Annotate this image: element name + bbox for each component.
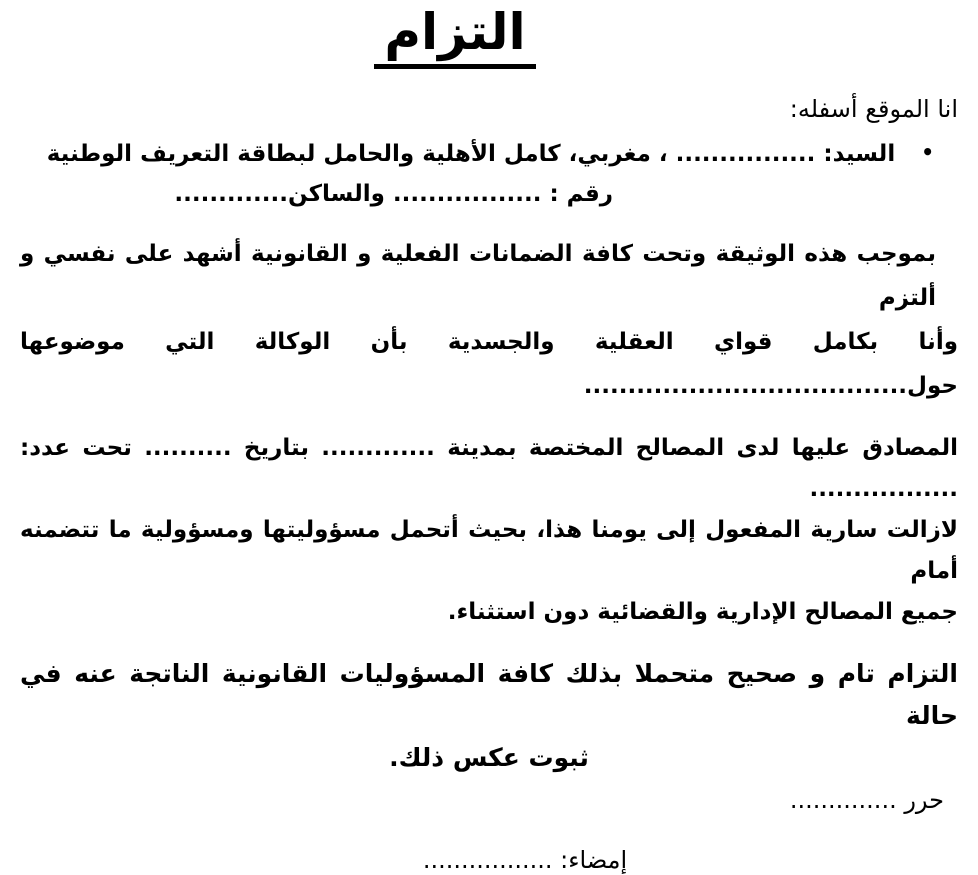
title-container bbox=[20, 4, 958, 84]
certification-line-1: المصادق عليها لدى المصالح المختصة بمدينة ............. بتاريخ .......... تحت عدد: ................. bbox=[20, 435, 958, 502]
intro-line: انا الموقع أسفله: bbox=[789, 95, 958, 123]
document-title: التزام bbox=[374, 4, 535, 69]
closing-line-1: التزام تام و صحيح متحملا بذلك كافة المسؤوليات القانونية الناتجة عنه في حالة bbox=[20, 659, 958, 730]
certification-paragraph bbox=[20, 428, 958, 633]
closing-paragraph bbox=[20, 653, 958, 779]
certification-line-3: جميع المصالح الإدارية والقضائية دون استثناء. bbox=[447, 599, 958, 625]
party-name-line: السيد: ................ ، مغربي، كامل الأهلية والحامل لبطاقة التعريف الوطنية bbox=[46, 141, 896, 167]
closing-line-2: ثبوت عكس ذلك. bbox=[389, 743, 589, 772]
party-id-line: رقم : ................. والساكن............. bbox=[174, 181, 613, 207]
party-item bbox=[20, 132, 958, 174]
bullet-icon: • bbox=[921, 140, 934, 164]
commitment-line-1: بموجب هذه الوثيقة وتحت كافة الضمانات الفعلية و القانونية أشهد على نفسي و ألتزم bbox=[20, 241, 936, 311]
commitment-paragraph bbox=[20, 232, 958, 408]
issued-at-line: حرر .............. bbox=[789, 786, 944, 814]
signature-line: إمضاء: ................. bbox=[422, 846, 628, 874]
commitment-line-2: وأنا بكامل قواي العقلية والجسدية بأن الوكالة التي موضوعها حول..................................... bbox=[20, 329, 958, 399]
certification-line-2: لازالت سارية المفعول إلى يومنا هذا، بحيث أتحمل مسؤوليتها ومسؤولية ما تتضمنه أمام bbox=[20, 517, 958, 584]
